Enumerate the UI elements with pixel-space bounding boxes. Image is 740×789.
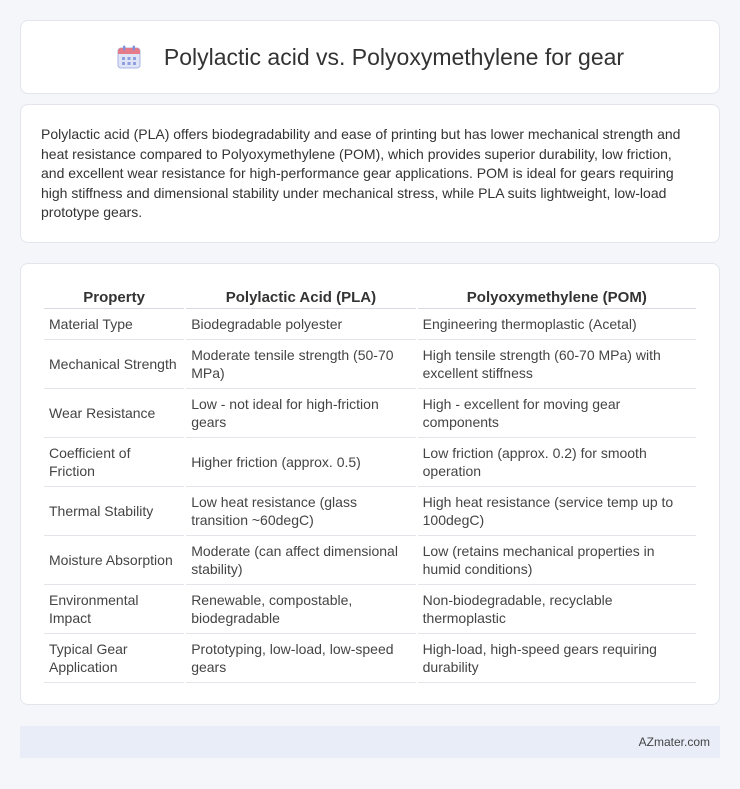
pom-cell: Non-biodegradable, recyclable thermoplastic: [418, 585, 696, 634]
page-title: Polylactic acid vs. Polyoxymethylene for gear: [163, 43, 625, 70]
calendar-icon: [116, 44, 142, 70]
pom-cell: High - excellent for moving gear components: [418, 389, 696, 438]
pom-cell: High-load, high-speed gears requiring durability: [418, 634, 696, 683]
property-cell: Environmental Impact: [44, 585, 184, 634]
pla-cell: Prototyping, low-load, low-speed gears: [186, 634, 415, 683]
table-row: [44, 536, 696, 585]
pom-cell: Engineering thermoplastic (Acetal): [418, 309, 696, 340]
pla-cell: Higher friction (approx. 0.5): [186, 438, 415, 487]
property-cell: Wear Resistance: [44, 389, 184, 438]
property-cell: Thermal Stability: [44, 487, 184, 536]
header-property: Property: [44, 284, 184, 309]
property-cell: Material Type: [44, 309, 184, 340]
pom-cell: Low friction (approx. 0.2) for smooth operation: [418, 438, 696, 487]
header-pom: Polyoxymethylene (POM): [418, 284, 696, 309]
comparison-table: [42, 284, 698, 683]
table-row: [44, 309, 696, 340]
pla-cell: Low heat resistance (glass transition ~60degC): [186, 487, 415, 536]
table-row: [44, 438, 696, 487]
pla-cell: Low - not ideal for high-friction gears: [186, 389, 415, 438]
table-row: [44, 585, 696, 634]
pla-cell: Moderate (can affect dimensional stability): [186, 536, 415, 585]
intro-paragraph: Polylactic acid (PLA) offers biodegradability and ease of printing but has lower mechanical strength and heat resistance compared to Polyoxymethylene (POM), which provides superior durability, low friction, and excellent wear resistance for high-performance gear applications. POM is ideal for gears requiring high stiffness and dimensional stability under mechanical stress, while PLA suits lightweight, low-load prototype gears.: [41, 126, 681, 221]
property-cell: Typical Gear Application: [44, 634, 184, 683]
table-row: [44, 487, 696, 536]
title-card: [20, 20, 720, 94]
property-cell: Moisture Absorption: [44, 536, 184, 585]
pla-cell: Moderate tensile strength (50-70 MPa): [186, 340, 415, 389]
intro-card: [20, 104, 720, 243]
table-row: [44, 340, 696, 389]
comparison-table-card: [20, 263, 720, 705]
property-cell: Coefficient of Friction: [44, 438, 184, 487]
header-pla: Polylactic Acid (PLA): [186, 284, 415, 309]
property-cell: Mechanical Strength: [44, 340, 184, 389]
footer-site-link[interactable]: AZmater.com: [638, 735, 710, 749]
table-header-row: [44, 284, 696, 309]
table-row: [44, 634, 696, 683]
table-row: [44, 389, 696, 438]
pom-cell: Low (retains mechanical properties in humid conditions): [418, 536, 696, 585]
pla-cell: Renewable, compostable, biodegradable: [186, 585, 415, 634]
pom-cell: High heat resistance (service temp up to 100degC): [418, 487, 696, 536]
pla-cell: Biodegradable polyester: [186, 309, 415, 340]
pom-cell: High tensile strength (60-70 MPa) with excellent stiffness: [418, 340, 696, 389]
footer-bar: [20, 726, 720, 758]
